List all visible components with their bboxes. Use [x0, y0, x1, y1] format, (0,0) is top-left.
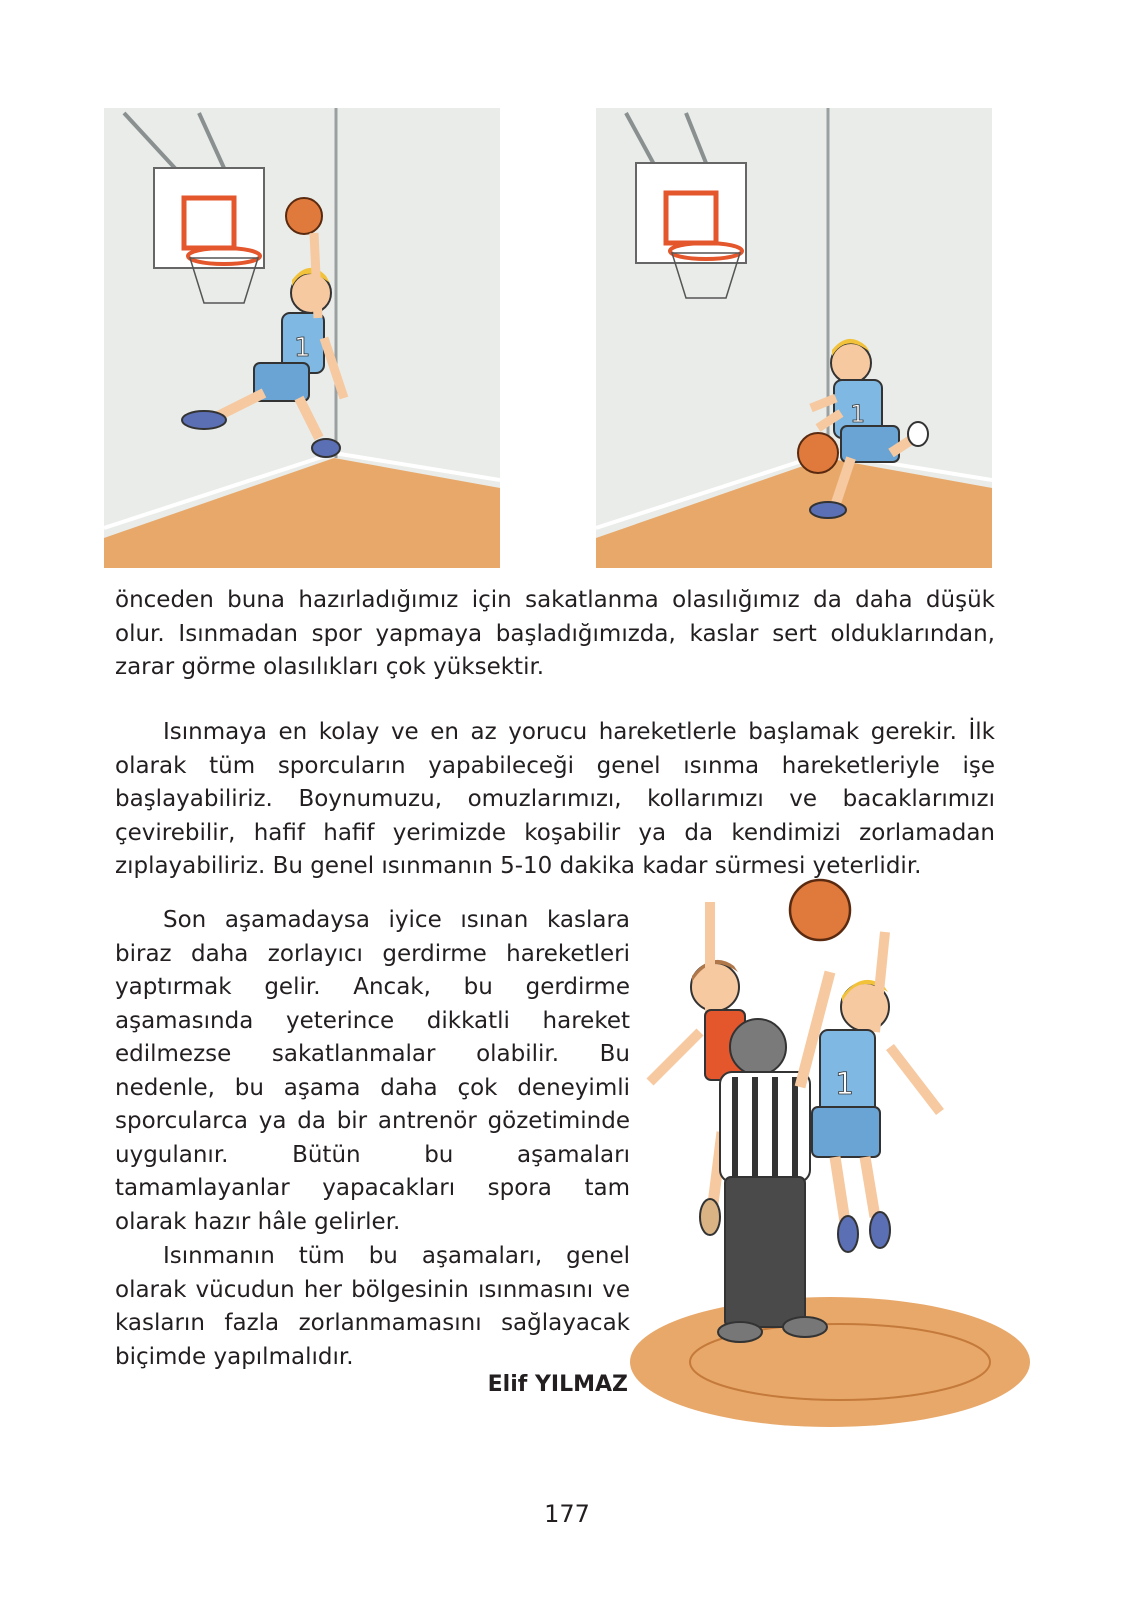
player-shoe: [908, 422, 928, 446]
backboard: [636, 163, 746, 263]
player-arm: [650, 1032, 700, 1082]
illustration-dribble: [596, 108, 992, 568]
player-shoe: [870, 1212, 890, 1248]
basketball: [798, 433, 838, 473]
referee-shoe: [718, 1322, 762, 1342]
player-shoe: [810, 502, 846, 518]
basketball: [790, 880, 850, 940]
paragraph-4: Isınmanın tüm bu aşamaları, genel olarak vücudun her bölgesinin ısınmasını ve kasların fazla zorlanmamasını sağlayacak biçimde yapılmalıdır.: [115, 1243, 630, 1370]
illustration-dunk: [104, 108, 500, 568]
jersey-number: 1: [835, 1067, 855, 1102]
referee-shoe: [783, 1317, 827, 1337]
player-shoe: [838, 1216, 858, 1252]
backboard: [154, 168, 264, 268]
paragraph-1: önceden buna hazırladığımız için sakatlanma olasılığımız da daha düşük olur. Isınmadan spor yapmaya başladığımızda, kaslar sert olduklarından, zarar görme olasılıkları çok yüksektir.: [115, 587, 995, 680]
player-shorts: [812, 1107, 880, 1157]
player-shorts: [841, 426, 899, 462]
author-name: Elif YILMAZ: [487, 1372, 628, 1397]
basketball: [286, 198, 322, 234]
paragraph-2: Isınmaya en kolay ve en az yorucu hareketlerle başlamak gerekir. İlk olarak tüm sporcuların yapabileceği genel ısınma hareketleriyle işe başlayabiliriz. Boynumuzu, omuzlarımızı, kollarımızı ve bacaklarımızı çevirebilir, hafif hafif yerimizde koşabilir ya da kendimizi zorlamadan zıplayabiliriz. Bu genel ısınmanın 5-10 dakika kadar sürmesi yeterlidir.: [115, 719, 995, 879]
referee-head: [730, 1019, 786, 1075]
player-arm: [314, 233, 318, 318]
player-leg: [835, 1157, 845, 1222]
player-leg: [865, 1157, 875, 1217]
player-shoe: [700, 1199, 720, 1235]
referee-trousers: [725, 1177, 805, 1327]
jersey-number: 1: [850, 400, 866, 428]
jersey-number: 1: [294, 333, 311, 363]
player-arm: [890, 1047, 940, 1112]
page-number: 177: [544, 1500, 590, 1528]
player-shoe: [182, 411, 226, 429]
illustration-jump-ball: [630, 872, 1030, 1432]
player-shoe: [312, 439, 340, 457]
paragraph-3: Son aşamadaysa iyice ısınan kaslara biraz daha zorlayıcı gerdirme hareketleri yaptırmak gelir. Ancak, bu gerdirme aşamasında yeterince dikkatli hareket edilmezse sakatlanmalar olabilir. Bu nedenle, bu aşama daha çok deneyimli sporcularca ya da bir antrenör gözetiminde uygulanır. Bütün bu aşamaları tamamlayanlar yapacakları spora tam olarak hazır hâle gelirler.: [115, 907, 630, 1235]
